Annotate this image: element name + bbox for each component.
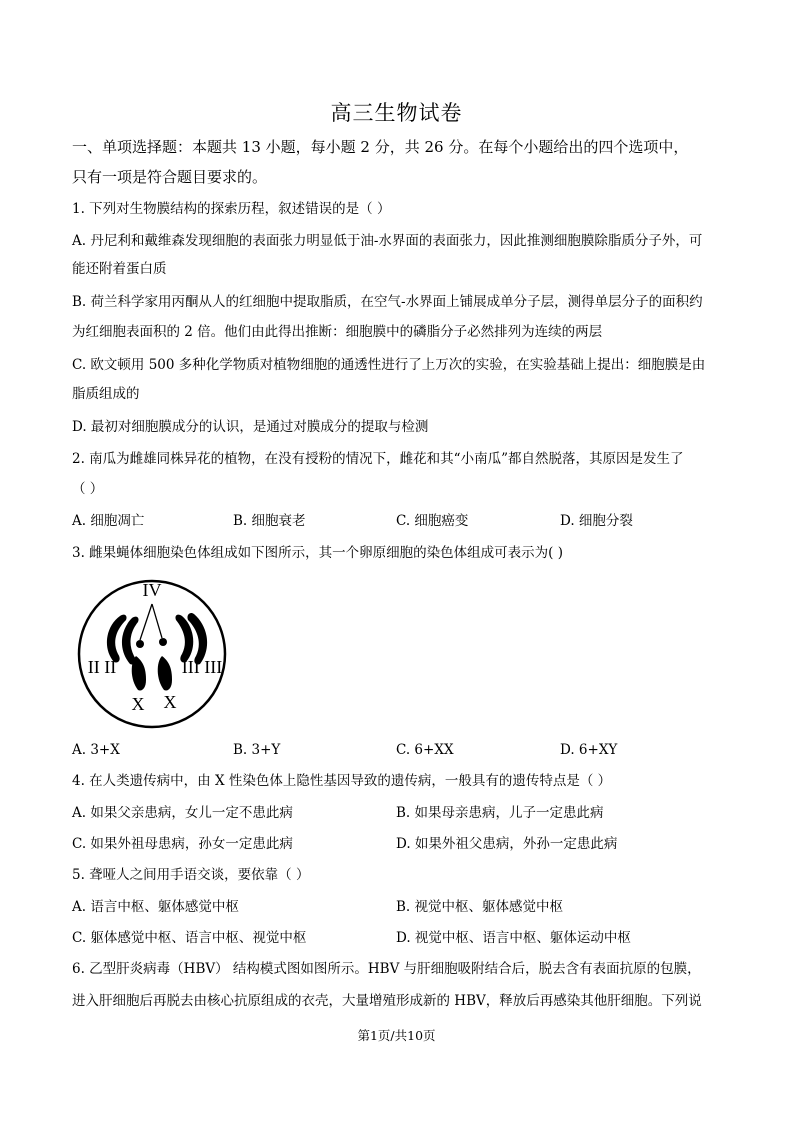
chromosome-x-2 (158, 656, 172, 691)
q3-option-c: C. 6+XX (396, 742, 454, 758)
chromosome-iv-right (159, 638, 167, 646)
q4-option-a: A. 如果父亲患病，女儿一定不患此病 (72, 805, 293, 821)
q1-option-b-line-1: B. 荷兰科学家用丙酮从人的红细胞中提取脂质，在空气-水界面上铺展成单分子层，测得单层分子的面积约 (72, 294, 703, 310)
q2-stem-line-2: （ ） (72, 481, 104, 497)
section-instruction-line-1: 一、单项选择题：本题共 13 小题，每小题 2 分，共 26 分。在每个小题给出的四个选项中， (72, 138, 689, 156)
q2-option-c: C. 细胞癌变 (396, 513, 469, 529)
q3-option-a: A. 3+X (72, 742, 120, 758)
q5-stem: 5. 聋哑人之间用手语交谈，要依靠（ ） (72, 867, 310, 883)
label-ii: II II (87, 657, 117, 677)
q1-option-a-line-1: A. 丹尼利和戴维森发现细胞的表面张力明显低于油-水界面的表面张力，因此推测细胞膜除脂质分子外，可 (72, 233, 703, 249)
q3-option-d: D. 6+XY (560, 742, 618, 758)
q1-option-c-line-2: 脂质组成的 (72, 386, 140, 402)
q4-option-c: C. 如果外祖母患病，孙女一定患此病 (72, 836, 293, 852)
q1-stem: 1. 下列对生物膜结构的探索历程，叙述错误的是（ ） (72, 201, 391, 217)
chromosome-iv-left (136, 640, 144, 648)
q2-option-b: B. 细胞衰老 (233, 513, 306, 529)
label-x-left: X (131, 694, 145, 714)
page-title: 高三生物试卷 (330, 101, 463, 125)
q4-option-d: D. 如果外祖父患病，外孙一定患此病 (396, 836, 618, 852)
q3-option-b: B. 3+Y (233, 742, 281, 758)
page-footer: 第1页/共10页 (357, 1028, 436, 1043)
label-iii: III III (181, 657, 223, 677)
q4-stem: 4. 在人类遗传病中，由 X 性染色体上隐性基因导致的遗传病，一般具有的遗传特点是（ ） (72, 773, 612, 789)
q1-option-a-line-2: 能还附着蛋白质 (72, 261, 167, 277)
chromosome-iv-strand-right (152, 604, 162, 638)
q1-option-c-line-1: C. 欧文顿用 500 多种化学物质对植物细胞的通透性进行了上万次的实验，在实验基础上提出：细胞膜是由 (72, 357, 706, 373)
q6-line-1: 6. 乙型肝炎病毒（HBV） 结构模式图如图所示。HBV 与肝细胞吸附结合后，脱去含有表面抗原的包膜， (72, 961, 701, 977)
q2-option-a: A. 细胞凋亡 (72, 513, 145, 529)
q5-option-a: A. 语言中枢、躯体感觉中枢 (72, 899, 239, 915)
q2-option-d: D. 细胞分裂 (560, 513, 633, 529)
q5-option-c: C. 躯体感觉中枢、语言中枢、视觉中枢 (72, 930, 307, 946)
q5-option-b: B. 视觉中枢、躯体感觉中枢 (396, 899, 564, 915)
q1-option-b-line-2: 为红细胞表面积的 2 倍。他们由此得出推断：细胞膜中的磷脂分子必然排列为连续的两层 (72, 324, 603, 340)
label-x-right: X (163, 692, 177, 712)
q5-option-d: D. 视觉中枢、语言中枢、躯体运动中枢 (396, 930, 631, 946)
section-instruction-line-2: 只有一项是符合题目要求的。 (72, 168, 268, 186)
chromosome-x-1 (132, 656, 146, 691)
q3-stem: 3. 雌果蝇体细胞染色体组成如下图所示，其一个卵原细胞的染色体组成可表示为( ) (72, 545, 563, 561)
chromosome-iv-strand-left (140, 604, 152, 640)
q6-line-2: 进入肝细胞后再脱去由核心抗原组成的衣壳，大量增殖形成新的 HBV，释放后再感染其他肝细胞。下列说 (72, 993, 702, 1009)
q4-option-b: B. 如果母亲患病，儿子一定患此病 (396, 805, 604, 821)
q2-stem-line-1: 2. 南瓜为雌雄同株异花的植物，在没有授粉的情况下，雌花和其“小南瓜”都自然脱落，其原因是发生了 (72, 451, 684, 467)
chromosome-figure (76, 578, 228, 730)
q1-option-d: D. 最初对细胞膜成分的认识，是通过对膜成分的提取与检测 (72, 419, 429, 435)
label-iv: IV (142, 580, 162, 600)
